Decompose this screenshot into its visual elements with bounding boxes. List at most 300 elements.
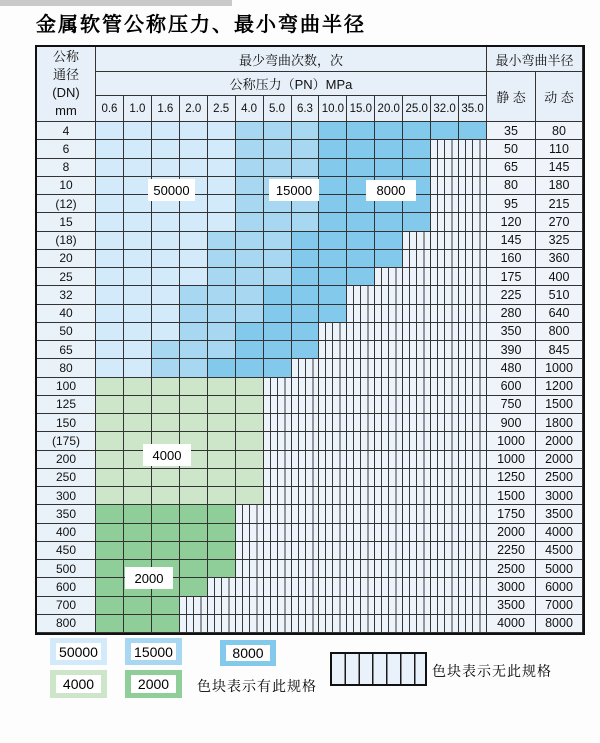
cell-cycles-8000	[431, 122, 459, 140]
dn-cell: 8	[37, 159, 96, 177]
static-radius-cell: 1250	[487, 469, 536, 487]
pn-tick: 2.5	[208, 96, 236, 122]
cell-cycles-2000	[208, 542, 236, 560]
cell-cycles-50000	[180, 122, 208, 140]
cell-unavailable	[292, 578, 320, 596]
cell-cycles-8000	[264, 323, 292, 341]
cycle-zone-label: 50000	[148, 179, 195, 201]
cell-unavailable	[264, 487, 292, 505]
cell-cycles-4000	[208, 414, 236, 432]
dn-cell: 65	[37, 341, 96, 359]
cell-cycles-8000	[292, 341, 320, 359]
cell-cycles-4000	[96, 469, 124, 487]
cell-unavailable	[319, 378, 347, 396]
cell-unavailable	[292, 432, 320, 450]
cell-cycles-4000	[180, 487, 208, 505]
cell-unavailable	[347, 359, 375, 377]
dynamic-radius-cell: 325	[536, 232, 583, 250]
cell-unavailable	[347, 451, 375, 469]
cell-unavailable	[431, 268, 459, 286]
static-radius-cell: 1500	[487, 487, 536, 505]
legend-unavailable-swatch	[330, 652, 427, 686]
legend-swatch-2000	[125, 670, 182, 698]
cell-unavailable	[292, 505, 320, 523]
cell-cycles-8000	[459, 122, 487, 140]
dynamic-radius-cell: 800	[536, 323, 583, 341]
cell-cycles-8000	[319, 268, 347, 286]
cell-cycles-15000	[208, 286, 236, 304]
static-radius-cell: 4000	[487, 615, 536, 633]
cell-unavailable	[403, 250, 431, 268]
static-radius-cell: 225	[487, 286, 536, 304]
cell-cycles-50000	[208, 213, 236, 231]
cell-cycles-8000	[264, 341, 292, 359]
cell-unavailable	[403, 305, 431, 323]
cell-cycles-50000	[96, 213, 124, 231]
cell-unavailable	[431, 250, 459, 268]
cell-cycles-8000	[319, 232, 347, 250]
cell-unavailable	[319, 578, 347, 596]
cell-unavailable	[347, 524, 375, 542]
cell-unavailable	[347, 578, 375, 596]
dn-cell: (12)	[37, 195, 96, 213]
cell-unavailable	[264, 578, 292, 596]
cell-unavailable	[375, 615, 403, 633]
cycle-zone-label: 15000	[269, 179, 319, 201]
cell-unavailable	[403, 414, 431, 432]
pn-tick: 15.0	[347, 96, 375, 122]
static-radius-cell: 600	[487, 378, 536, 396]
cell-cycles-4000	[236, 396, 264, 414]
cell-unavailable	[347, 469, 375, 487]
cell-unavailable	[292, 451, 320, 469]
dynamic-radius-cell: 6000	[536, 578, 583, 596]
cell-unavailable	[459, 451, 487, 469]
static-radius-cell: 2250	[487, 542, 536, 560]
cell-cycles-50000	[96, 122, 124, 140]
dynamic-radius-cell: 180	[536, 177, 583, 195]
cell-unavailable	[375, 578, 403, 596]
corner-line: 公称	[52, 49, 79, 64]
min-bend-radius-header: 最小弯曲半径	[487, 47, 583, 72]
dynamic-radius-cell: 360	[536, 250, 583, 268]
cell-cycles-2000	[208, 524, 236, 542]
cell-unavailable	[319, 597, 347, 615]
cell-cycles-50000	[96, 195, 124, 213]
cell-cycles-2000	[180, 524, 208, 542]
cell-unavailable	[431, 396, 459, 414]
cell-unavailable	[431, 524, 459, 542]
cell-unavailable	[347, 341, 375, 359]
cell-unavailable	[403, 341, 431, 359]
cell-unavailable	[347, 305, 375, 323]
cell-unavailable	[375, 560, 403, 578]
cell-unavailable	[319, 560, 347, 578]
cycle-zone-label: 4000	[143, 444, 191, 466]
cell-cycles-15000	[236, 195, 264, 213]
cell-cycles-50000	[124, 122, 152, 140]
cell-cycles-50000	[180, 140, 208, 158]
cell-cycles-2000	[96, 505, 124, 523]
cell-cycles-8000	[319, 195, 347, 213]
cell-cycles-50000	[208, 177, 236, 195]
dynamic-radius-cell: 1000	[536, 359, 583, 377]
cell-unavailable	[431, 323, 459, 341]
cell-cycles-2000	[180, 505, 208, 523]
cell-unavailable	[431, 232, 459, 250]
cell-unavailable	[459, 469, 487, 487]
dynamic-radius-cell: 3500	[536, 505, 583, 523]
cell-cycles-50000	[124, 213, 152, 231]
cell-cycles-2000	[152, 615, 180, 633]
cell-cycles-4000	[208, 396, 236, 414]
cell-unavailable	[403, 524, 431, 542]
dynamic-radius-cell: 1500	[536, 396, 583, 414]
cell-cycles-2000	[152, 597, 180, 615]
cell-cycles-4000	[208, 451, 236, 469]
static-radius-cell: 2000	[487, 524, 536, 542]
dn-cell: 32	[37, 286, 96, 304]
cell-cycles-4000	[96, 396, 124, 414]
cell-unavailable	[431, 213, 459, 231]
cell-cycles-2000	[124, 615, 152, 633]
cell-unavailable	[403, 578, 431, 596]
dn-cell: 500	[37, 560, 96, 578]
cell-unavailable	[459, 213, 487, 231]
cell-cycles-4000	[96, 432, 124, 450]
cell-unavailable	[347, 615, 375, 633]
cell-unavailable	[375, 396, 403, 414]
cell-unavailable	[292, 487, 320, 505]
cell-unavailable	[459, 341, 487, 359]
cell-cycles-15000	[264, 122, 292, 140]
pn-tick: 0.6	[96, 96, 124, 122]
dn-cell: 450	[37, 542, 96, 560]
cell-cycles-15000	[208, 232, 236, 250]
cell-unavailable	[180, 597, 208, 615]
bend-cycles-header: 最少弯曲次数，次	[96, 47, 487, 72]
cell-unavailable	[375, 432, 403, 450]
static-radius-cell: 50	[487, 140, 536, 158]
cell-cycles-8000	[347, 250, 375, 268]
static-radius-cell: 1750	[487, 505, 536, 523]
static-radius-cell: 120	[487, 213, 536, 231]
cell-cycles-15000	[264, 232, 292, 250]
cell-cycles-4000	[152, 414, 180, 432]
pn-tick: 25.0	[403, 96, 431, 122]
pn-header: 公称压力（PN）MPa	[96, 72, 487, 96]
cell-cycles-8000	[347, 232, 375, 250]
cell-unavailable	[375, 597, 403, 615]
cell-cycles-8000	[319, 177, 347, 195]
cell-unavailable	[292, 615, 320, 633]
cell-unavailable	[431, 451, 459, 469]
cell-unavailable	[292, 414, 320, 432]
cell-cycles-50000	[180, 159, 208, 177]
dn-cell: 15	[37, 213, 96, 231]
cell-cycles-8000	[292, 286, 320, 304]
corner-line: (DN)	[52, 85, 80, 100]
dn-cell: 4	[37, 122, 96, 140]
cell-unavailable	[431, 305, 459, 323]
cell-unavailable	[403, 542, 431, 560]
cell-cycles-8000	[264, 359, 292, 377]
dn-cell: 10	[37, 177, 96, 195]
cell-cycles-8000	[319, 250, 347, 268]
dn-cell: 40	[37, 305, 96, 323]
cell-cycles-50000	[208, 140, 236, 158]
cell-cycles-50000	[152, 140, 180, 158]
static-radius-cell: 95	[487, 195, 536, 213]
cell-unavailable	[403, 268, 431, 286]
dynamic-radius-cell: 2000	[536, 451, 583, 469]
cell-cycles-8000	[375, 159, 403, 177]
cell-unavailable	[431, 432, 459, 450]
cell-unavailable	[403, 487, 431, 505]
cell-cycles-50000	[124, 140, 152, 158]
dynamic-header: 动 态	[536, 72, 583, 122]
dynamic-radius-cell: 5000	[536, 560, 583, 578]
cell-unavailable	[459, 432, 487, 450]
cell-cycles-50000	[152, 305, 180, 323]
pn-tick: 5.0	[264, 96, 292, 122]
dn-cell: 250	[37, 469, 96, 487]
cell-unavailable	[264, 432, 292, 450]
cell-unavailable	[347, 414, 375, 432]
cell-cycles-2000	[152, 505, 180, 523]
static-header: 静 态	[487, 72, 536, 122]
pn-tick: 4.0	[236, 96, 264, 122]
cell-cycles-8000	[403, 122, 431, 140]
cell-cycles-50000	[180, 268, 208, 286]
cell-unavailable	[431, 505, 459, 523]
cell-cycles-4000	[180, 414, 208, 432]
cell-unavailable	[236, 505, 264, 523]
cell-cycles-50000	[208, 122, 236, 140]
dn-cell: 125	[37, 396, 96, 414]
cell-unavailable	[375, 286, 403, 304]
dn-cell: 50	[37, 323, 96, 341]
legend-swatch-8000	[220, 640, 276, 666]
cell-cycles-50000	[96, 323, 124, 341]
cell-unavailable	[459, 560, 487, 578]
cell-cycles-4000	[180, 469, 208, 487]
dynamic-radius-cell: 80	[536, 122, 583, 140]
cell-unavailable	[347, 378, 375, 396]
cell-cycles-2000	[96, 524, 124, 542]
cell-unavailable	[375, 524, 403, 542]
cell-cycles-50000	[152, 323, 180, 341]
cell-cycles-15000	[292, 122, 320, 140]
cell-cycles-4000	[236, 469, 264, 487]
cell-cycles-2000	[152, 542, 180, 560]
dn-cell: 200	[37, 451, 96, 469]
dynamic-radius-cell: 510	[536, 286, 583, 304]
dn-cell: (18)	[37, 232, 96, 250]
cell-cycles-8000	[319, 140, 347, 158]
cell-cycles-2000	[180, 560, 208, 578]
cell-unavailable	[236, 542, 264, 560]
cell-unavailable	[459, 578, 487, 596]
cell-cycles-50000	[96, 177, 124, 195]
legend-swatch-label: 2000	[131, 675, 176, 693]
cell-unavailable	[375, 268, 403, 286]
cell-cycles-50000	[96, 341, 124, 359]
cell-cycles-8000	[347, 159, 375, 177]
cell-unavailable	[347, 286, 375, 304]
cell-unavailable	[208, 615, 236, 633]
cell-unavailable	[459, 268, 487, 286]
cell-cycles-15000	[236, 177, 264, 195]
static-radius-cell: 35	[487, 122, 536, 140]
cell-cycles-15000	[180, 286, 208, 304]
cell-unavailable	[459, 177, 487, 195]
cell-cycles-8000	[347, 213, 375, 231]
cell-unavailable	[403, 432, 431, 450]
cell-cycles-2000	[180, 578, 208, 596]
pressure-bend-table	[35, 45, 585, 635]
dynamic-radius-cell: 1800	[536, 414, 583, 432]
dn-cell: 20	[37, 250, 96, 268]
cell-unavailable	[264, 615, 292, 633]
cell-unavailable	[431, 177, 459, 195]
cell-unavailable	[375, 505, 403, 523]
cell-cycles-2000	[96, 542, 124, 560]
cell-unavailable	[459, 305, 487, 323]
cell-unavailable	[319, 615, 347, 633]
cell-cycles-2000	[208, 505, 236, 523]
dn-cell: 25	[37, 268, 96, 286]
pn-tick: 1.6	[152, 96, 180, 122]
cell-unavailable	[236, 524, 264, 542]
cell-cycles-50000	[152, 268, 180, 286]
cell-cycles-2000	[124, 597, 152, 615]
cell-cycles-4000	[236, 432, 264, 450]
cell-unavailable	[347, 542, 375, 560]
cell-unavailable	[319, 505, 347, 523]
cell-cycles-4000	[236, 378, 264, 396]
cell-unavailable	[264, 378, 292, 396]
cell-unavailable	[403, 597, 431, 615]
cell-cycles-50000	[124, 286, 152, 304]
cell-cycles-4000	[124, 487, 152, 505]
cell-cycles-15000	[264, 213, 292, 231]
cell-unavailable	[319, 451, 347, 469]
cell-cycles-8000	[292, 305, 320, 323]
cell-cycles-8000	[236, 341, 264, 359]
dynamic-radius-cell: 270	[536, 213, 583, 231]
cell-cycles-15000	[236, 140, 264, 158]
cell-cycles-2000	[96, 597, 124, 615]
cell-unavailable	[431, 469, 459, 487]
static-radius-cell: 900	[487, 414, 536, 432]
cell-unavailable	[236, 560, 264, 578]
cell-unavailable	[459, 323, 487, 341]
cell-unavailable	[459, 487, 487, 505]
cell-unavailable	[459, 378, 487, 396]
cell-cycles-50000	[96, 140, 124, 158]
cell-unavailable	[319, 396, 347, 414]
cell-cycles-50000	[96, 286, 124, 304]
cell-cycles-8000	[375, 232, 403, 250]
cell-unavailable	[264, 560, 292, 578]
cycle-zone-label: 8000	[366, 180, 416, 201]
cell-cycles-50000	[152, 159, 180, 177]
cell-unavailable	[403, 323, 431, 341]
cell-cycles-50000	[96, 268, 124, 286]
cell-cycles-15000	[264, 140, 292, 158]
cell-cycles-15000	[180, 359, 208, 377]
pn-tick: 35.0	[459, 96, 487, 122]
cell-unavailable	[431, 615, 459, 633]
cell-cycles-4000	[152, 378, 180, 396]
cell-cycles-15000	[264, 159, 292, 177]
cell-cycles-8000	[292, 232, 320, 250]
dn-cell: 80	[37, 359, 96, 377]
pn-tick: 32.0	[431, 96, 459, 122]
cell-cycles-2000	[208, 560, 236, 578]
cell-cycles-2000	[124, 542, 152, 560]
cell-unavailable	[459, 414, 487, 432]
cell-unavailable	[375, 378, 403, 396]
cell-cycles-50000	[152, 213, 180, 231]
cell-unavailable	[431, 140, 459, 158]
cell-unavailable	[347, 560, 375, 578]
cell-cycles-8000	[319, 122, 347, 140]
dynamic-radius-cell: 4500	[536, 542, 583, 560]
cell-cycles-50000	[124, 323, 152, 341]
cell-unavailable	[459, 597, 487, 615]
dynamic-radius-cell: 640	[536, 305, 583, 323]
cell-cycles-2000	[124, 505, 152, 523]
cell-cycles-50000	[96, 305, 124, 323]
cell-cycles-8000	[375, 140, 403, 158]
cell-cycles-8000	[319, 286, 347, 304]
dn-cell: 700	[37, 597, 96, 615]
cell-unavailable	[292, 597, 320, 615]
cell-unavailable	[264, 597, 292, 615]
legend-swatch-label: 50000	[56, 643, 101, 660]
cell-cycles-8000	[319, 213, 347, 231]
cell-cycles-8000	[347, 268, 375, 286]
cell-cycles-4000	[236, 414, 264, 432]
cell-unavailable	[319, 414, 347, 432]
scan-edge-strip	[0, 0, 232, 6]
cell-unavailable	[403, 232, 431, 250]
cell-cycles-4000	[208, 469, 236, 487]
dn-cell: 100	[37, 378, 96, 396]
legend-swatch-label: 4000	[56, 675, 101, 693]
cell-unavailable	[236, 615, 264, 633]
dynamic-radius-cell: 4000	[536, 524, 583, 542]
cell-cycles-15000	[292, 159, 320, 177]
dn-cell: 600	[37, 578, 96, 596]
cell-unavailable	[403, 359, 431, 377]
static-radius-cell: 280	[487, 305, 536, 323]
cell-unavailable	[459, 505, 487, 523]
cell-cycles-50000	[124, 305, 152, 323]
static-radius-cell: 480	[487, 359, 536, 377]
cell-cycles-4000	[208, 487, 236, 505]
static-radius-cell: 1000	[487, 451, 536, 469]
cell-unavailable	[292, 542, 320, 560]
cell-unavailable	[403, 378, 431, 396]
cell-cycles-15000	[292, 213, 320, 231]
cell-cycles-4000	[208, 432, 236, 450]
cell-unavailable	[431, 578, 459, 596]
cell-unavailable	[319, 469, 347, 487]
cell-unavailable	[459, 542, 487, 560]
